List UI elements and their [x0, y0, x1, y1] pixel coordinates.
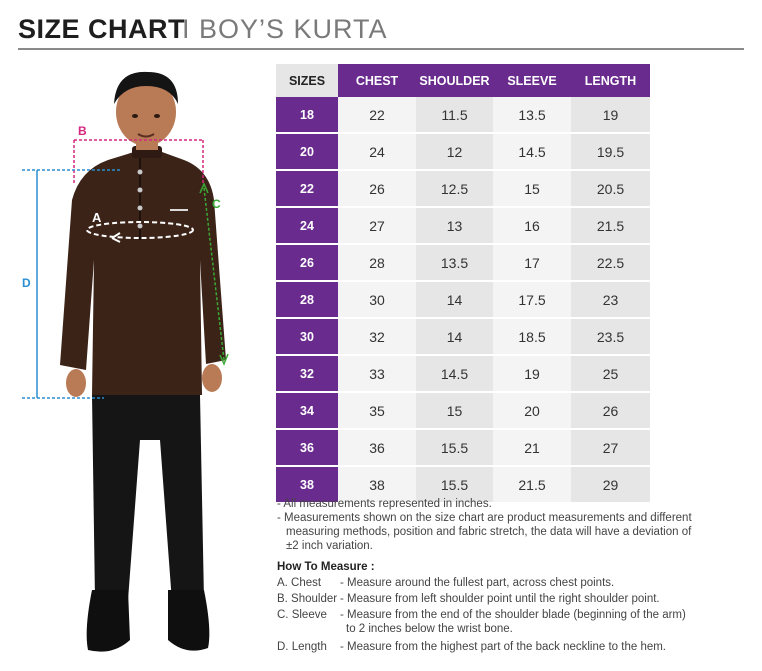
table-row: [276, 429, 650, 466]
trousers: [92, 395, 204, 602]
measure-label: D. Length: [277, 641, 327, 653]
measure-desc: - Measure from left shoulder point until the right shoulder point.: [340, 593, 660, 605]
page-subtitle: I BOY’S KURTA: [182, 14, 388, 44]
shoulder-cell: 11.5: [416, 97, 493, 133]
measure-label: C. Sleeve: [277, 609, 327, 621]
note-line: measuring methods, position and fabric stretch, the data will have a deviation of: [286, 526, 692, 538]
list-item: [277, 608, 747, 640]
length-cell: 26: [571, 392, 650, 429]
table-row: [276, 281, 650, 318]
chest-cell: 30: [338, 281, 416, 318]
table-row: [276, 392, 650, 429]
measure-desc: - Measure around the fullest part, across chest points.: [340, 577, 615, 589]
header-length: LENGTH: [571, 64, 650, 97]
chest-cell: 38: [338, 466, 416, 503]
measure-desc: - Measure from the highest part of the back neckline to the hem.: [340, 641, 667, 653]
how-to-measure-list: [277, 576, 747, 656]
length-cell: 23: [571, 281, 650, 318]
header-sleeve: SLEEVE: [493, 64, 571, 97]
shoulder-cell: 15.5: [416, 466, 493, 503]
length-cell: 20.5: [571, 170, 650, 207]
size-cell: 36: [276, 429, 338, 466]
table-row: [276, 170, 650, 207]
right-hand: [202, 364, 222, 392]
chest-cell: 36: [338, 429, 416, 466]
label-c: C: [212, 197, 221, 211]
header-chest: CHEST: [338, 64, 416, 97]
sleeve-cell: 20: [493, 392, 571, 429]
note-line: - Measurements shown on the size chart are product measurements and different: [277, 512, 692, 524]
length-cell: 19: [571, 97, 650, 133]
size-cell: 20: [276, 133, 338, 170]
sleeve-cell: 14.5: [493, 133, 571, 170]
size-cell: 32: [276, 355, 338, 392]
label-d: D: [22, 276, 31, 290]
note-line: ±2 inch variation.: [286, 540, 373, 552]
chest-cell: 24: [338, 133, 416, 170]
length-cell: 23.5: [571, 318, 650, 355]
measure-desc: - Measure from the end of the shoulder blade (beginning of the arm): [340, 609, 686, 621]
list-item: [277, 592, 747, 608]
measurement-notes: [277, 497, 737, 553]
sleeve-cell: 19: [493, 355, 571, 392]
sleeve-cell: 16: [493, 207, 571, 244]
measure-label: A. Chest: [277, 577, 322, 589]
table-row: [276, 97, 650, 133]
sleeve-cell: 21: [493, 429, 571, 466]
size-cell: 24: [276, 207, 338, 244]
chest-cell: 28: [338, 244, 416, 281]
table-row: [276, 355, 650, 392]
size-cell: 30: [276, 318, 338, 355]
chest-cell: 27: [338, 207, 416, 244]
size-cell: 18: [276, 97, 338, 133]
shoulder-cell: 14.5: [416, 355, 493, 392]
page-header: [18, 12, 744, 50]
header-shoulder: SHOULDER: [416, 64, 493, 97]
right-shoe: [168, 590, 209, 651]
chest-cell: 33: [338, 355, 416, 392]
table-header-row: [276, 64, 650, 97]
table-row: [276, 318, 650, 355]
kurta: [60, 152, 226, 395]
list-item: [277, 640, 747, 656]
how-to-measure-title: How To Measure :: [277, 561, 375, 573]
left-shoe: [87, 590, 130, 652]
sleeve-cell: 15: [493, 170, 571, 207]
shoulder-cell: 13: [416, 207, 493, 244]
label-b: B: [78, 124, 87, 138]
measure-desc-cont: to 2 inches below the wrist bone.: [346, 623, 513, 635]
length-cell: 19.5: [571, 133, 650, 170]
header-sizes: SIZES: [276, 64, 338, 97]
shoulder-cell: 15.5: [416, 429, 493, 466]
size-cell: 28: [276, 281, 338, 318]
sleeve-cell: 21.5: [493, 466, 571, 503]
list-item: [277, 576, 747, 592]
sleeve-cell: 18.5: [493, 318, 571, 355]
shoulder-cell: 14: [416, 318, 493, 355]
sleeve-cell: 17.5: [493, 281, 571, 318]
size-cell: 22: [276, 170, 338, 207]
shoulder-cell: 15: [416, 392, 493, 429]
page-title: SIZE CHART: [18, 14, 185, 44]
sleeve-cell: 17: [493, 244, 571, 281]
shoulder-cell: 14: [416, 281, 493, 318]
length-cell: 22.5: [571, 244, 650, 281]
length-cell: 25: [571, 355, 650, 392]
chest-cell: 26: [338, 170, 416, 207]
chest-cell: 22: [338, 97, 416, 133]
chest-cell: 35: [338, 392, 416, 429]
length-cell: 21.5: [571, 207, 650, 244]
chest-cell: 32: [338, 318, 416, 355]
left-hand: [66, 369, 86, 397]
size-cell: 26: [276, 244, 338, 281]
shoulder-cell: 12.5: [416, 170, 493, 207]
shoulder-cell: 12: [416, 133, 493, 170]
length-cell: 27: [571, 429, 650, 466]
table-row: [276, 207, 650, 244]
measure-label: B. Shoulder: [277, 593, 338, 605]
sleeve-cell: 13.5: [493, 97, 571, 133]
table-row: [276, 133, 650, 170]
shoulder-cell: 13.5: [416, 244, 493, 281]
size-table: [276, 64, 650, 504]
size-cell: 38: [276, 466, 338, 503]
size-cell: 34: [276, 392, 338, 429]
label-a: A: [92, 210, 102, 225]
table-row: [276, 244, 650, 281]
note-line: - All measurements represented in inches.: [277, 498, 492, 510]
length-cell: 29: [571, 466, 650, 503]
kurta-model-figure: [0, 60, 270, 665]
